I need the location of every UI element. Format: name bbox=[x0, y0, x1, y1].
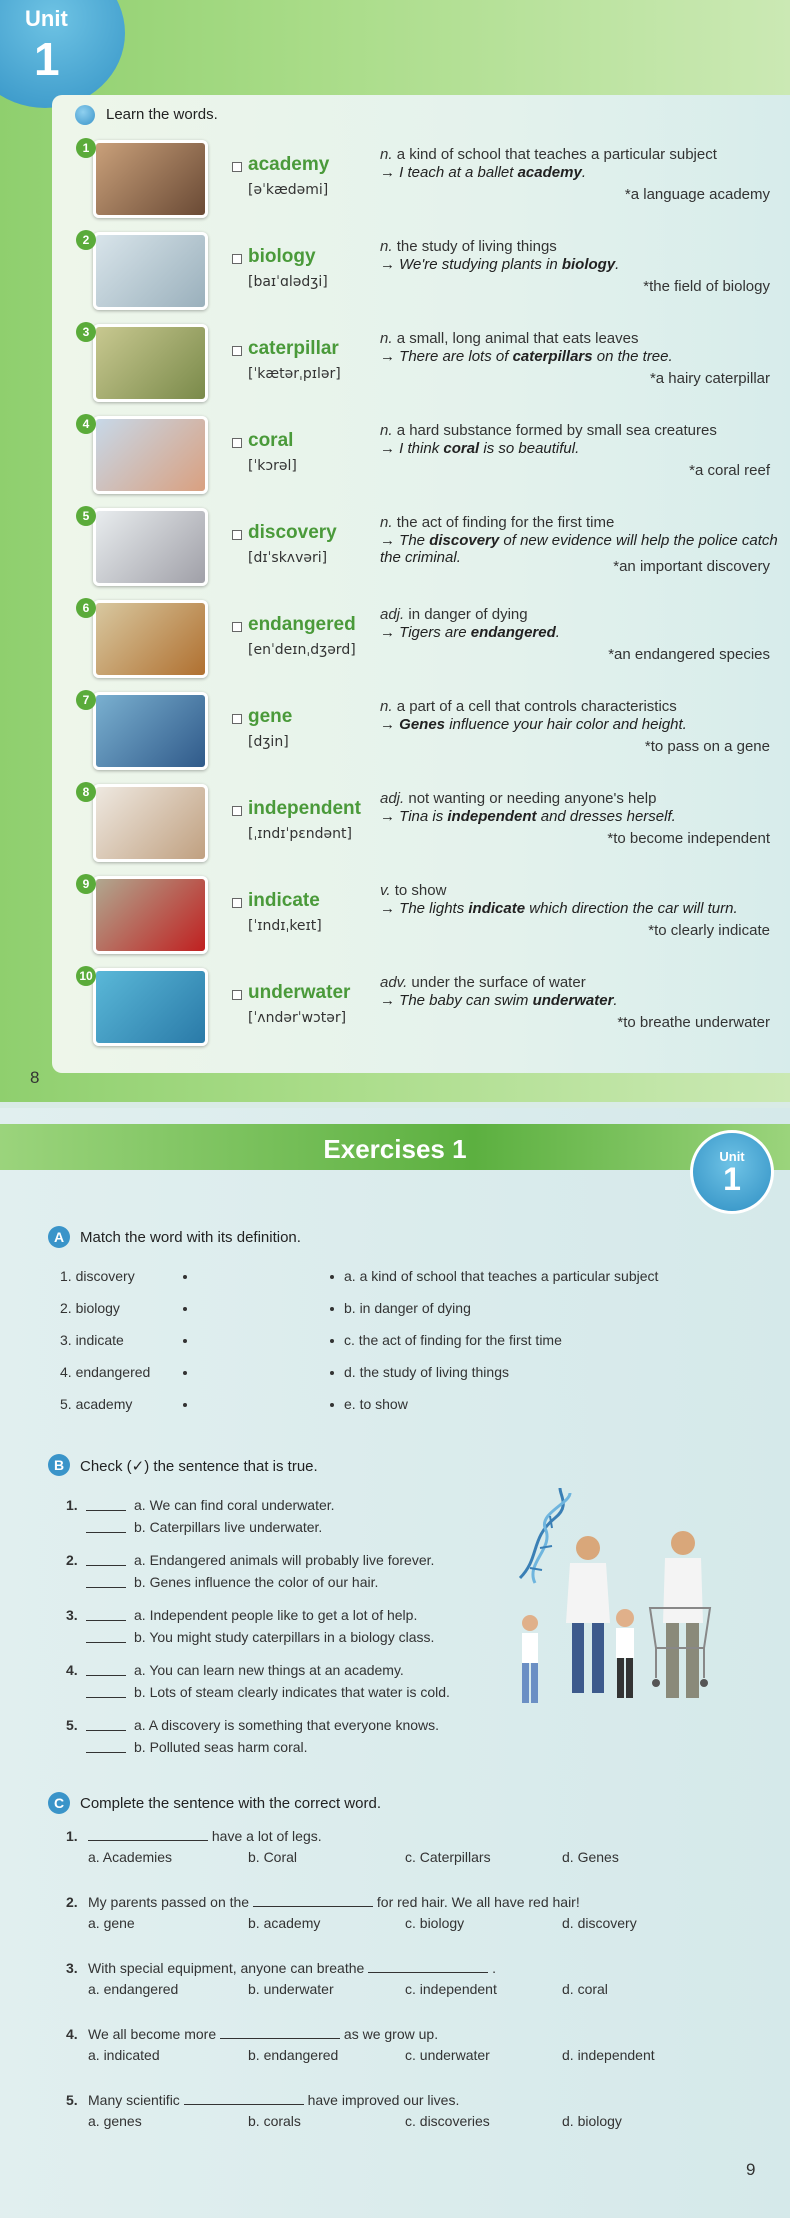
word-number: 9 bbox=[76, 874, 96, 894]
word-example bbox=[380, 716, 780, 733]
section-a-title: Match the word with its definition. bbox=[80, 1229, 301, 1246]
unit-number: 1 bbox=[34, 33, 60, 85]
word-example bbox=[380, 900, 780, 917]
answer-option: c. discoveries bbox=[405, 2113, 490, 2129]
match-definition: c. the act of finding for the first time bbox=[344, 1332, 562, 1348]
answer-option: a. endangered bbox=[88, 1981, 179, 1997]
answer-blank[interactable] bbox=[184, 2093, 304, 2105]
word-row bbox=[0, 416, 790, 502]
match-dot-left[interactable] bbox=[183, 1339, 187, 1343]
answer-option: b. Coral bbox=[248, 1849, 298, 1865]
definition-text: to show bbox=[394, 882, 447, 899]
example-post: . bbox=[555, 624, 560, 641]
definition-text: the act of finding for the first time bbox=[396, 514, 615, 531]
example-keyword: independent bbox=[447, 808, 537, 825]
item-number: 2. bbox=[66, 1894, 78, 1910]
word-pronunciation: [ˈkɔrəl] bbox=[248, 458, 297, 474]
word-term: biology bbox=[248, 246, 316, 267]
match-dot-left[interactable] bbox=[183, 1275, 187, 1279]
part-of-speech: v. bbox=[380, 882, 391, 899]
answer-blank[interactable] bbox=[86, 1565, 126, 1566]
section-c-title: Complete the sentence with the correct word. bbox=[80, 1795, 381, 1812]
checkbox[interactable] bbox=[232, 438, 242, 448]
word-definition bbox=[380, 698, 677, 715]
sentence-start: With special equipment, anyone can breathe bbox=[88, 1960, 365, 1976]
item-number: 3. bbox=[66, 1607, 78, 1623]
word-collocation: *to clearly indicate bbox=[648, 922, 770, 939]
answer-blank[interactable] bbox=[86, 1752, 126, 1753]
example-pre: I think bbox=[399, 440, 444, 457]
answer-blank[interactable] bbox=[86, 1620, 126, 1621]
car-light-photo bbox=[93, 876, 208, 954]
match-definition: e. to show bbox=[344, 1396, 408, 1412]
answer-option: d. coral bbox=[562, 1981, 608, 1997]
answer-option: d. Genes bbox=[562, 1849, 619, 1865]
match-dot-right[interactable] bbox=[330, 1403, 334, 1407]
part-of-speech: n. bbox=[380, 238, 393, 255]
page-number-left: 8 bbox=[30, 1068, 40, 1087]
match-dot-left[interactable] bbox=[183, 1403, 187, 1407]
match-dot-right[interactable] bbox=[330, 1371, 334, 1375]
option-a: a. You can learn new things at an academy. bbox=[134, 1662, 404, 1678]
option-a: a. Independent people like to get a lot of help. bbox=[134, 1607, 418, 1623]
word-collocation: *an endangered species bbox=[608, 646, 770, 663]
match-dot-left[interactable] bbox=[183, 1371, 187, 1375]
example-keyword: endangered bbox=[470, 624, 556, 641]
word-number: 5 bbox=[76, 506, 96, 526]
section-a-badge: A bbox=[48, 1226, 70, 1248]
arrow-icon: → bbox=[380, 716, 400, 733]
page-9 bbox=[0, 1108, 790, 2218]
word-term: academy bbox=[248, 154, 330, 175]
word-term: discovery bbox=[248, 522, 337, 543]
mother-figure bbox=[566, 1536, 610, 1693]
sentence-start: We all become more bbox=[88, 2026, 217, 2042]
checkbox[interactable] bbox=[232, 530, 242, 540]
section-c-badge: C bbox=[48, 1792, 70, 1814]
part-of-speech: n. bbox=[380, 330, 393, 347]
part-of-speech: n. bbox=[380, 698, 393, 715]
answer-option: d. independent bbox=[562, 2047, 655, 2063]
item-number: 2. bbox=[66, 1552, 78, 1568]
example-post: influence your hair color and height. bbox=[445, 716, 687, 733]
arrow-icon: → bbox=[380, 348, 400, 365]
part-of-speech: adj. bbox=[380, 606, 405, 623]
word-row bbox=[0, 968, 790, 1054]
word-term: gene bbox=[248, 706, 293, 727]
word-definition bbox=[380, 514, 614, 531]
option-b: b. Genes influence the color of our hair. bbox=[134, 1574, 379, 1590]
word-row bbox=[0, 876, 790, 962]
word-row bbox=[0, 232, 790, 318]
example-post: . bbox=[613, 992, 618, 1009]
word-pronunciation: [ˌɪndɪˈpɛndənt] bbox=[248, 826, 352, 842]
word-number: 8 bbox=[76, 782, 96, 802]
example-pre: There are lots of bbox=[399, 348, 513, 365]
item-number: 3. bbox=[66, 1960, 78, 1976]
sentence-end: have a lot of legs. bbox=[211, 1828, 322, 1844]
word-pronunciation: [ˈɪndɪˌkeɪt] bbox=[248, 918, 322, 934]
sentence-start: Many scientific bbox=[88, 2092, 180, 2108]
word-term: indicate bbox=[248, 890, 320, 911]
answer-option: a. indicated bbox=[88, 2047, 160, 2063]
word-example bbox=[380, 808, 780, 825]
item-number: 4. bbox=[66, 1662, 78, 1678]
word-row bbox=[0, 140, 790, 226]
instruction-bullet-icon bbox=[75, 105, 95, 125]
example-pre: Tina is bbox=[399, 808, 448, 825]
sentence bbox=[88, 2092, 459, 2108]
word-number: 6 bbox=[76, 598, 96, 618]
word-row bbox=[0, 692, 790, 778]
word-definition bbox=[380, 330, 638, 347]
word-row bbox=[0, 324, 790, 410]
arrow-icon: → bbox=[380, 164, 400, 181]
section-b-badge: B bbox=[48, 1454, 70, 1476]
word-pronunciation: [enˈdeɪnˌdʒərd] bbox=[248, 642, 356, 658]
word-example bbox=[380, 440, 780, 457]
answer-option: a. gene bbox=[88, 1915, 135, 1931]
option-a: a. Endangered animals will probably live forever. bbox=[134, 1552, 435, 1568]
word-definition bbox=[380, 790, 656, 807]
sentence bbox=[88, 1828, 322, 1844]
answer-option: c. underwater bbox=[405, 2047, 490, 2063]
word-term: caterpillar bbox=[248, 338, 339, 359]
match-word: 2. biology bbox=[60, 1300, 120, 1316]
item-number: 5. bbox=[66, 2092, 78, 2108]
definition-text: a hard substance formed by small sea creatures bbox=[396, 422, 717, 439]
example-post: and dresses herself. bbox=[536, 808, 676, 825]
word-pronunciation: [dʒin] bbox=[248, 734, 289, 750]
item-number: 1. bbox=[66, 1497, 78, 1513]
example-keyword: coral bbox=[443, 440, 480, 457]
word-collocation: *a coral reef bbox=[689, 462, 770, 479]
dna-photo bbox=[93, 692, 208, 770]
match-word: 5. academy bbox=[60, 1396, 133, 1412]
arrow-icon: → bbox=[380, 440, 400, 457]
answer-option: a. genes bbox=[88, 2113, 142, 2129]
definition-text: not wanting or needing anyone's help bbox=[408, 790, 657, 807]
part-of-speech: n. bbox=[380, 146, 393, 163]
word-example bbox=[380, 164, 780, 181]
father-figure bbox=[663, 1531, 703, 1698]
checkbox[interactable] bbox=[232, 622, 242, 632]
part-of-speech: n. bbox=[380, 514, 393, 531]
word-collocation: *to become independent bbox=[607, 830, 770, 847]
part-of-speech: adv. bbox=[380, 974, 408, 991]
match-dot-right[interactable] bbox=[330, 1275, 334, 1279]
word-collocation: *a language academy bbox=[624, 186, 770, 203]
word-definition bbox=[380, 606, 528, 623]
definition-text: under the surface of water bbox=[411, 974, 586, 991]
answer-blank[interactable] bbox=[86, 1532, 126, 1533]
word-collocation: *the field of biology bbox=[643, 278, 770, 295]
example-keyword: caterpillars bbox=[512, 348, 593, 365]
answer-option: b. academy bbox=[248, 1915, 321, 1931]
sentence bbox=[88, 1960, 496, 1976]
section-b-title: Check (✓) the sentence that is true. bbox=[80, 1458, 318, 1475]
match-definition: d. the study of living things bbox=[344, 1364, 509, 1380]
example-post: of new evidence will help the police catch the criminal. bbox=[380, 532, 778, 566]
answer-option: b. corals bbox=[248, 2113, 301, 2129]
item-number: 5. bbox=[66, 1717, 78, 1733]
sentence-start: My parents passed on the bbox=[88, 1894, 250, 1910]
family-dna-illustration bbox=[500, 1488, 740, 1748]
option-a: a. A discovery is something that everyone knows. bbox=[134, 1717, 440, 1733]
answer-blank[interactable] bbox=[368, 1961, 488, 1973]
page-number-right: 9 bbox=[746, 2160, 756, 2179]
definition-text: the study of living things bbox=[396, 238, 557, 255]
checkbox[interactable] bbox=[232, 898, 242, 908]
caterpillar-photo bbox=[93, 324, 208, 402]
example-pre: I teach at a ballet bbox=[399, 164, 518, 181]
word-number: 1 bbox=[76, 138, 96, 158]
word-term: underwater bbox=[248, 982, 351, 1003]
arrow-icon: → bbox=[380, 256, 400, 273]
answer-option: a. Academies bbox=[88, 1849, 173, 1865]
sentence bbox=[88, 1894, 580, 1910]
example-keyword: discovery bbox=[429, 532, 500, 549]
answer-option: b. endangered bbox=[248, 2047, 339, 2063]
word-example bbox=[380, 256, 780, 273]
word-collocation: *a hairy caterpillar bbox=[649, 370, 770, 387]
example-pre: The bbox=[399, 532, 430, 549]
petri-dish-photo bbox=[93, 232, 208, 310]
answer-option: c. Caterpillars bbox=[405, 1849, 491, 1865]
exercises-title: Exercises 1 bbox=[323, 1134, 467, 1164]
dna-icon bbox=[520, 1488, 570, 1583]
unit-label: Unit bbox=[25, 6, 68, 31]
option-b: b. Caterpillars live underwater. bbox=[134, 1519, 323, 1535]
arrow-icon: → bbox=[380, 900, 400, 917]
instruction: Learn the words. bbox=[106, 106, 218, 123]
answer-option: b. underwater bbox=[248, 1981, 334, 1997]
sentence-end: as we grow up. bbox=[343, 2026, 439, 2042]
example-keyword: Genes bbox=[399, 716, 446, 733]
checkbox[interactable] bbox=[232, 806, 242, 816]
match-definition: b. in danger of dying bbox=[344, 1300, 471, 1316]
word-pronunciation: [əˈkædəmi] bbox=[248, 182, 329, 198]
item-number: 1. bbox=[66, 1828, 78, 1844]
definition-text: a kind of school that teaches a particular subject bbox=[396, 146, 717, 163]
example-post: . bbox=[615, 256, 620, 273]
checkbox[interactable] bbox=[232, 714, 242, 724]
answer-blank[interactable] bbox=[253, 1895, 373, 1907]
example-post: which direction the car will turn. bbox=[525, 900, 738, 917]
unit-badge-2 bbox=[690, 1130, 774, 1214]
word-definition bbox=[380, 974, 586, 991]
sentence-end: for red hair. We all have red hair! bbox=[376, 1894, 580, 1910]
answer-blank[interactable] bbox=[88, 1829, 208, 1841]
part-of-speech: adj. bbox=[380, 790, 405, 807]
word-example bbox=[380, 992, 780, 1009]
definition-text: in danger of dying bbox=[408, 606, 528, 623]
answer-option: d. biology bbox=[562, 2113, 622, 2129]
match-dot-right[interactable] bbox=[330, 1307, 334, 1311]
example-pre: Tigers are bbox=[399, 624, 471, 641]
sentence-end: have improved our lives. bbox=[307, 2092, 460, 2108]
word-term: endangered bbox=[248, 614, 356, 635]
arrow-icon: → bbox=[380, 532, 400, 549]
answer-option: c. independent bbox=[405, 1981, 497, 1997]
answer-blank[interactable] bbox=[86, 1697, 126, 1698]
word-pronunciation: [dɪˈskʌvəri] bbox=[248, 550, 328, 566]
definition-text: a small, long animal that eats leaves bbox=[396, 330, 639, 347]
unit-label-2: Unit bbox=[719, 1149, 745, 1164]
page-8 bbox=[0, 0, 790, 1102]
arrow-icon: → bbox=[380, 808, 400, 825]
answer-blank[interactable] bbox=[86, 1730, 126, 1731]
option-b: b. You might study caterpillars in a biology class. bbox=[134, 1629, 435, 1645]
checkbox[interactable] bbox=[232, 990, 242, 1000]
example-keyword: indicate bbox=[468, 900, 526, 917]
answer-blank[interactable] bbox=[86, 1675, 126, 1676]
example-post: is so beautiful. bbox=[479, 440, 580, 457]
word-row bbox=[0, 508, 790, 594]
word-number: 2 bbox=[76, 230, 96, 250]
word-term: coral bbox=[248, 430, 294, 451]
answer-option: c. biology bbox=[405, 1915, 465, 1931]
example-pre: We're studying plants in bbox=[399, 256, 562, 273]
crime-scene-photo bbox=[93, 508, 208, 586]
unit-number-2: 1 bbox=[723, 1161, 741, 1197]
word-collocation: *an important discovery bbox=[613, 558, 770, 575]
word-row bbox=[0, 784, 790, 870]
example-keyword: academy bbox=[517, 164, 582, 181]
option-b: b. Lots of steam clearly indicates that water is cold. bbox=[134, 1684, 450, 1700]
example-keyword: biology bbox=[561, 256, 616, 273]
answer-blank[interactable] bbox=[220, 2027, 340, 2039]
answer-blank[interactable] bbox=[86, 1642, 126, 1643]
example-post: on the tree. bbox=[592, 348, 673, 365]
ballet-dancers-photo bbox=[93, 140, 208, 218]
word-example bbox=[380, 348, 780, 365]
option-b: b. Polluted seas harm coral. bbox=[134, 1739, 308, 1755]
arrow-icon: → bbox=[380, 624, 400, 641]
word-row bbox=[0, 600, 790, 686]
checkbox[interactable] bbox=[232, 162, 242, 172]
word-definition bbox=[380, 238, 557, 255]
item-number: 4. bbox=[66, 2026, 78, 2042]
match-word: 1. discovery bbox=[60, 1268, 135, 1284]
baby-swimming-photo bbox=[93, 968, 208, 1046]
example-pre: The lights bbox=[399, 900, 469, 917]
example-keyword: underwater bbox=[532, 992, 614, 1009]
word-pronunciation: [baɪˈɑlədʒi] bbox=[248, 274, 328, 290]
option-a: a. We can find coral underwater. bbox=[134, 1497, 335, 1513]
word-number: 4 bbox=[76, 414, 96, 434]
sentence-end: . bbox=[492, 1960, 496, 1976]
sentence bbox=[88, 2026, 438, 2042]
tiger-photo bbox=[93, 600, 208, 678]
checkbox[interactable] bbox=[232, 346, 242, 356]
girl-dressing-photo bbox=[93, 784, 208, 862]
word-definition bbox=[380, 422, 717, 439]
match-dot-right[interactable] bbox=[330, 1339, 334, 1343]
word-pronunciation: [ˈʌndərˈwɔtər] bbox=[248, 1010, 347, 1026]
definition-text: a part of a cell that controls characteristics bbox=[396, 698, 677, 715]
word-collocation: *to breathe underwater bbox=[617, 1014, 770, 1031]
match-word: 3. indicate bbox=[60, 1332, 124, 1348]
answer-blank[interactable] bbox=[86, 1587, 126, 1588]
match-dot-left[interactable] bbox=[183, 1307, 187, 1311]
word-definition bbox=[380, 146, 717, 163]
coral-reef-photo bbox=[93, 416, 208, 494]
word-definition bbox=[380, 882, 446, 899]
word-collocation: *to pass on a gene bbox=[644, 738, 770, 755]
match-definition: a. a kind of school that teaches a particular subject bbox=[344, 1268, 659, 1284]
word-number: 7 bbox=[76, 690, 96, 710]
answer-option: d. discovery bbox=[562, 1915, 637, 1931]
example-pre: The baby can swim bbox=[399, 992, 533, 1009]
word-number: 3 bbox=[76, 322, 96, 342]
boy-figure bbox=[616, 1609, 634, 1698]
girl-figure bbox=[522, 1615, 538, 1703]
example-post: . bbox=[581, 164, 586, 181]
match-word: 4. endangered bbox=[60, 1364, 151, 1380]
word-number: 10 bbox=[76, 966, 96, 986]
word-term: independent bbox=[248, 798, 361, 819]
word-example bbox=[380, 624, 780, 641]
answer-blank[interactable] bbox=[86, 1510, 126, 1511]
word-pronunciation: [ˈkætərˌpɪlər] bbox=[248, 366, 341, 382]
checkbox[interactable] bbox=[232, 254, 242, 264]
part-of-speech: n. bbox=[380, 422, 393, 439]
arrow-icon: → bbox=[380, 992, 400, 1009]
